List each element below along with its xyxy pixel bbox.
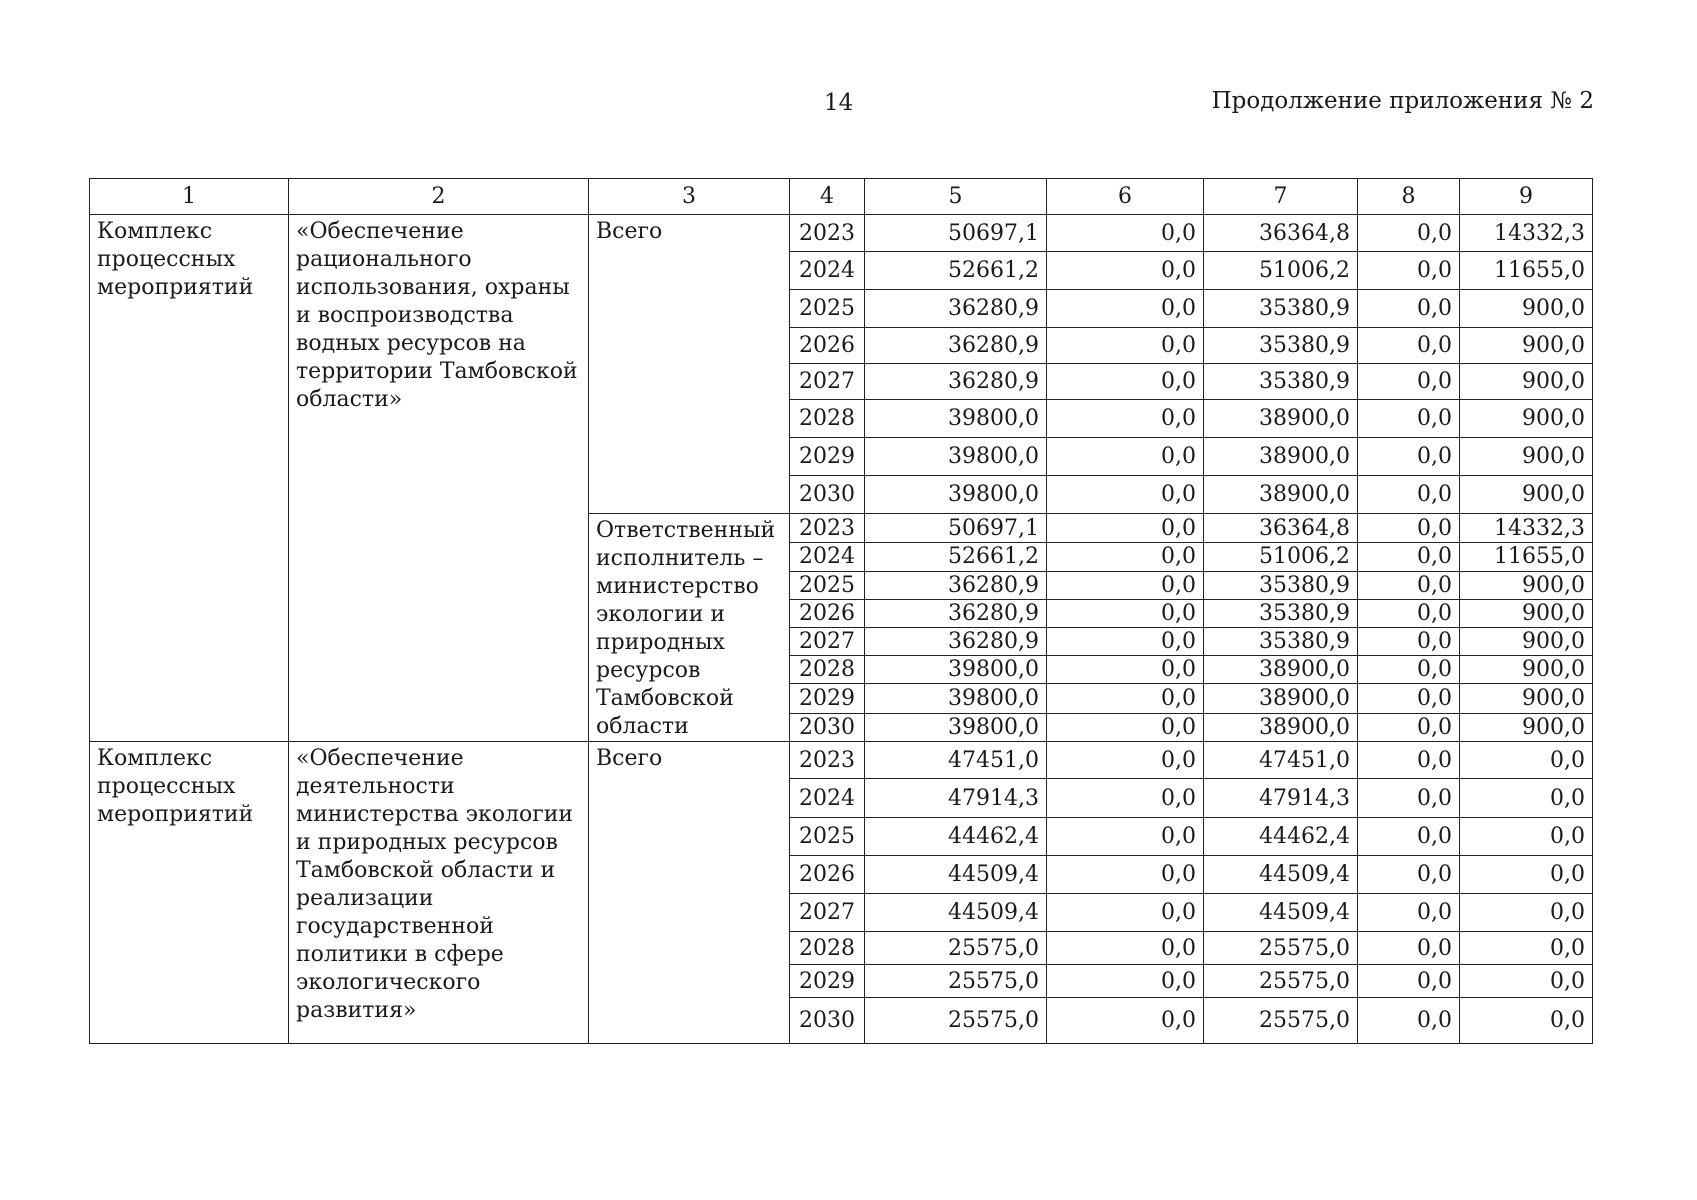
col8-cell: 0,0: [1358, 818, 1460, 856]
year-cell: 2029: [790, 684, 865, 713]
col7-cell: 36364,8: [1204, 514, 1358, 543]
col8-cell: 0,0: [1358, 476, 1460, 514]
total-cell: 36280,9: [865, 364, 1047, 400]
year-cell: 2024: [790, 779, 865, 818]
col6-cell: 0,0: [1047, 328, 1204, 364]
col6-cell: 0,0: [1047, 998, 1204, 1044]
col7-cell: 38900,0: [1204, 713, 1358, 741]
category-cell: Комплекс процессных мероприятий: [90, 742, 289, 1044]
table-row: [90, 742, 1593, 779]
header-cell: 9: [1460, 179, 1593, 215]
total-cell: 44509,4: [865, 894, 1047, 932]
total-cell: 39800,0: [865, 438, 1047, 476]
col8-cell: 0,0: [1358, 713, 1460, 741]
header-cell: 4: [790, 179, 865, 215]
col7-cell: 35380,9: [1204, 290, 1358, 328]
col8-cell: 0,0: [1358, 627, 1460, 655]
col6-cell: 0,0: [1047, 571, 1204, 599]
col7-cell: 38900,0: [1204, 400, 1358, 438]
col8-cell: 0,0: [1358, 684, 1460, 713]
col9-cell: 900,0: [1460, 476, 1593, 514]
header-cell: 5: [865, 179, 1047, 215]
total-cell: 36280,9: [865, 571, 1047, 599]
col9-cell: 900,0: [1460, 684, 1593, 713]
col9-cell: 900,0: [1460, 364, 1593, 400]
col7-cell: 47914,3: [1204, 779, 1358, 818]
col6-cell: 0,0: [1047, 476, 1204, 514]
total-cell: 39800,0: [865, 713, 1047, 741]
col9-cell: 0,0: [1460, 998, 1593, 1044]
year-cell: 2027: [790, 894, 865, 932]
col6-cell: 0,0: [1047, 684, 1204, 713]
col8-cell: 0,0: [1358, 400, 1460, 438]
col7-cell: 35380,9: [1204, 627, 1358, 655]
funding-source-cell: Всего: [589, 215, 790, 514]
header-cell: 7: [1204, 179, 1358, 215]
col6-cell: 0,0: [1047, 215, 1204, 252]
year-cell: 2028: [790, 932, 865, 965]
year-cell: 2029: [790, 438, 865, 476]
funding-source-cell: Всего: [589, 742, 790, 1044]
col8-cell: 0,0: [1358, 965, 1460, 998]
header-cell: 2: [289, 179, 589, 215]
year-cell: 2028: [790, 656, 865, 684]
col6-cell: 0,0: [1047, 543, 1204, 571]
col6-cell: 0,0: [1047, 856, 1204, 894]
col7-cell: 44509,4: [1204, 894, 1358, 932]
col7-cell: 38900,0: [1204, 684, 1358, 713]
col6-cell: 0,0: [1047, 965, 1204, 998]
year-cell: 2030: [790, 476, 865, 514]
total-cell: 47914,3: [865, 779, 1047, 818]
year-cell: 2023: [790, 742, 865, 779]
funding-source-cell: Ответственный исполнитель – министерство экологии и природных ресурсов Тамбовской области: [589, 514, 790, 742]
year-cell: 2025: [790, 290, 865, 328]
year-cell: 2025: [790, 571, 865, 599]
col6-cell: 0,0: [1047, 438, 1204, 476]
col7-cell: 47451,0: [1204, 742, 1358, 779]
col6-cell: 0,0: [1047, 742, 1204, 779]
col9-cell: 900,0: [1460, 713, 1593, 741]
col7-cell: 51006,2: [1204, 252, 1358, 290]
year-cell: 2027: [790, 627, 865, 655]
col6-cell: 0,0: [1047, 894, 1204, 932]
header-row: [90, 179, 1593, 215]
col6-cell: 0,0: [1047, 818, 1204, 856]
col6-cell: 0,0: [1047, 599, 1204, 627]
col8-cell: 0,0: [1358, 514, 1460, 543]
year-cell: 2030: [790, 713, 865, 741]
col7-cell: 35380,9: [1204, 328, 1358, 364]
col6-cell: 0,0: [1047, 656, 1204, 684]
col9-cell: 900,0: [1460, 328, 1593, 364]
col7-cell: 38900,0: [1204, 438, 1358, 476]
program-name-cell: «Обеспечение рационального использования, охраны и воспроизводства водных ресурсов на территории Тамбовской области»: [289, 215, 589, 742]
col9-cell: 0,0: [1460, 932, 1593, 965]
total-cell: 25575,0: [865, 965, 1047, 998]
col7-cell: 35380,9: [1204, 571, 1358, 599]
col8-cell: 0,0: [1358, 856, 1460, 894]
total-cell: 39800,0: [865, 656, 1047, 684]
col7-cell: 25575,0: [1204, 965, 1358, 998]
total-cell: 52661,2: [865, 252, 1047, 290]
year-cell: 2027: [790, 364, 865, 400]
total-cell: 47451,0: [865, 742, 1047, 779]
col7-cell: 35380,9: [1204, 599, 1358, 627]
total-cell: 25575,0: [865, 932, 1047, 965]
col8-cell: 0,0: [1358, 543, 1460, 571]
year-cell: 2023: [790, 215, 865, 252]
col9-cell: 0,0: [1460, 856, 1593, 894]
total-cell: 44509,4: [865, 856, 1047, 894]
col9-cell: 900,0: [1460, 599, 1593, 627]
total-cell: 50697,1: [865, 215, 1047, 252]
total-cell: 36280,9: [865, 599, 1047, 627]
category-cell: Комплекс процессных мероприятий: [90, 215, 289, 742]
col8-cell: 0,0: [1358, 656, 1460, 684]
col9-cell: 900,0: [1460, 656, 1593, 684]
year-cell: 2025: [790, 818, 865, 856]
col9-cell: 900,0: [1460, 438, 1593, 476]
header-cell: 1: [90, 179, 289, 215]
year-cell: 2028: [790, 400, 865, 438]
col7-cell: 38900,0: [1204, 476, 1358, 514]
year-cell: 2029: [790, 965, 865, 998]
col8-cell: 0,0: [1358, 571, 1460, 599]
col6-cell: 0,0: [1047, 364, 1204, 400]
col9-cell: 900,0: [1460, 627, 1593, 655]
total-cell: 39800,0: [865, 476, 1047, 514]
col9-cell: 14332,3: [1460, 514, 1593, 543]
col7-cell: 38900,0: [1204, 656, 1358, 684]
col9-cell: 0,0: [1460, 894, 1593, 932]
col6-cell: 0,0: [1047, 290, 1204, 328]
col9-cell: 14332,3: [1460, 215, 1593, 252]
col7-cell: 44509,4: [1204, 856, 1358, 894]
col7-cell: 44462,4: [1204, 818, 1358, 856]
col9-cell: 0,0: [1460, 818, 1593, 856]
col8-cell: 0,0: [1358, 998, 1460, 1044]
total-cell: 52661,2: [865, 543, 1047, 571]
header-cell: 6: [1047, 179, 1204, 215]
header-cell: 8: [1358, 179, 1460, 215]
program-name-cell: «Обеспечение деятельности министерства экологии и природных ресурсов Тамбовской области и реализации государственной политики в сфере экологического развития»: [289, 742, 589, 1044]
col8-cell: 0,0: [1358, 932, 1460, 965]
col6-cell: 0,0: [1047, 779, 1204, 818]
year-cell: 2026: [790, 599, 865, 627]
page-number: 14: [824, 90, 854, 116]
total-cell: 25575,0: [865, 998, 1047, 1044]
col7-cell: 35380,9: [1204, 364, 1358, 400]
col6-cell: 0,0: [1047, 400, 1204, 438]
col8-cell: 0,0: [1358, 742, 1460, 779]
col8-cell: 0,0: [1358, 328, 1460, 364]
year-cell: 2026: [790, 328, 865, 364]
header-cell: 3: [589, 179, 790, 215]
col8-cell: 0,0: [1358, 290, 1460, 328]
col7-cell: 51006,2: [1204, 543, 1358, 571]
col9-cell: 900,0: [1460, 290, 1593, 328]
col8-cell: 0,0: [1358, 215, 1460, 252]
year-cell: 2026: [790, 856, 865, 894]
col6-cell: 0,0: [1047, 514, 1204, 543]
col9-cell: 0,0: [1460, 965, 1593, 998]
total-cell: 39800,0: [865, 400, 1047, 438]
col9-cell: 11655,0: [1460, 252, 1593, 290]
col6-cell: 0,0: [1047, 252, 1204, 290]
col7-cell: 36364,8: [1204, 215, 1358, 252]
col6-cell: 0,0: [1047, 713, 1204, 741]
col7-cell: 25575,0: [1204, 998, 1358, 1044]
col6-cell: 0,0: [1047, 932, 1204, 965]
col8-cell: 0,0: [1358, 252, 1460, 290]
financing-table: [89, 178, 1593, 1044]
col8-cell: 0,0: [1358, 364, 1460, 400]
col8-cell: 0,0: [1358, 894, 1460, 932]
col9-cell: 900,0: [1460, 571, 1593, 599]
col7-cell: 25575,0: [1204, 932, 1358, 965]
total-cell: 39800,0: [865, 684, 1047, 713]
total-cell: 36280,9: [865, 290, 1047, 328]
year-cell: 2030: [790, 998, 865, 1044]
total-cell: 50697,1: [865, 514, 1047, 543]
appendix-continuation-label: Продолжение приложения № 2: [1211, 88, 1594, 114]
year-cell: 2023: [790, 514, 865, 543]
col8-cell: 0,0: [1358, 438, 1460, 476]
table-row: [90, 215, 1593, 252]
col9-cell: 0,0: [1460, 779, 1593, 818]
total-cell: 36280,9: [865, 627, 1047, 655]
col8-cell: 0,0: [1358, 599, 1460, 627]
col9-cell: 900,0: [1460, 400, 1593, 438]
col9-cell: 0,0: [1460, 742, 1593, 779]
year-cell: 2024: [790, 543, 865, 571]
year-cell: 2024: [790, 252, 865, 290]
total-cell: 44462,4: [865, 818, 1047, 856]
total-cell: 36280,9: [865, 328, 1047, 364]
col8-cell: 0,0: [1358, 779, 1460, 818]
col6-cell: 0,0: [1047, 627, 1204, 655]
col9-cell: 11655,0: [1460, 543, 1593, 571]
